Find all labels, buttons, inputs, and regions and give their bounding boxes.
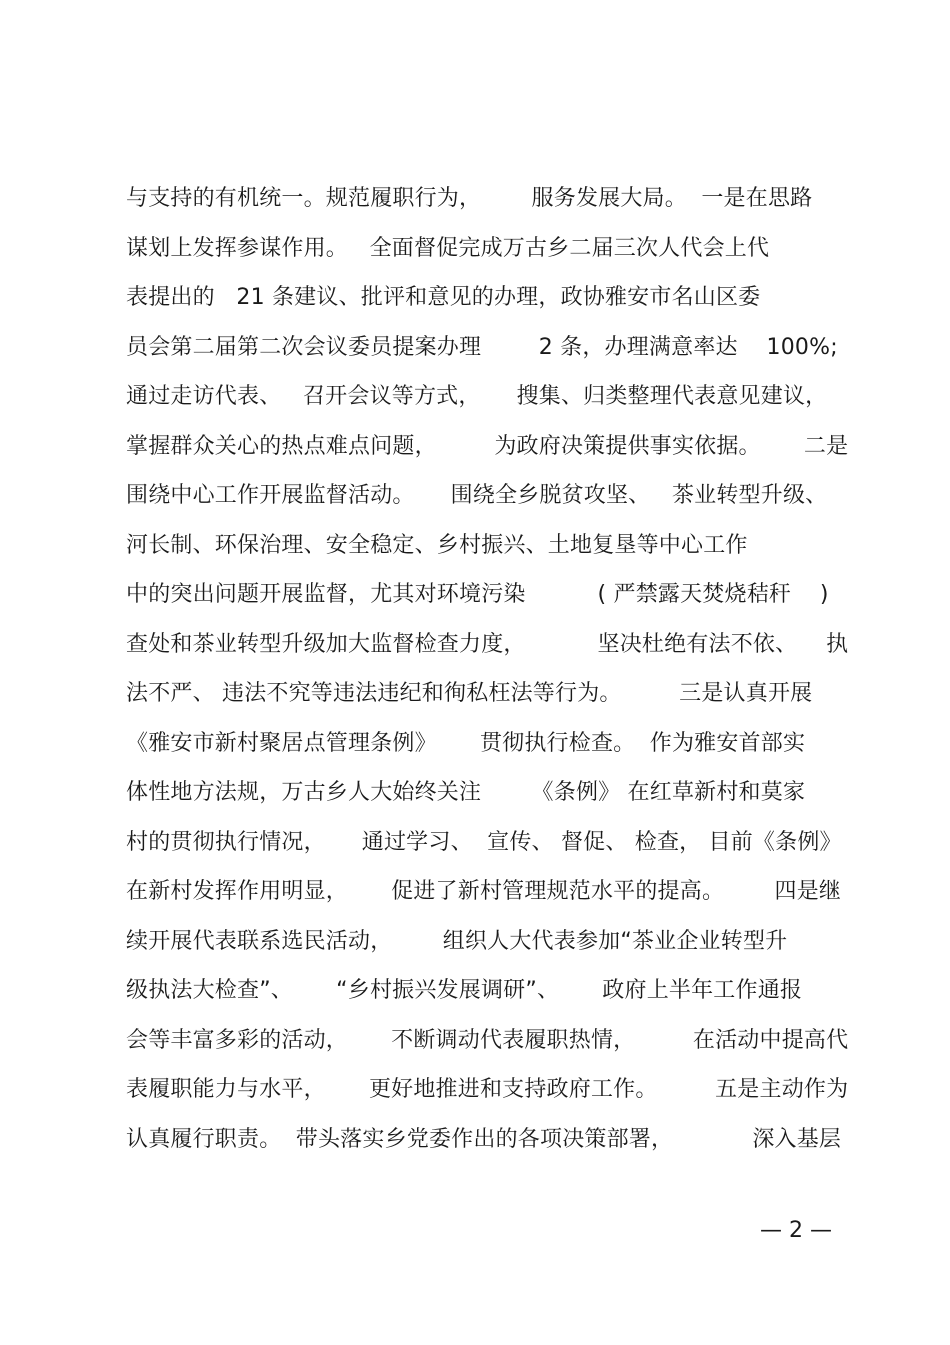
text-line: 在新村发挥作用明显， 促进了新村管理规范水平的提高。 四是继 bbox=[126, 879, 842, 904]
text-line: 表履职能力与水平， 更好地推进和支持政府工作。 五是主动作为 bbox=[126, 1077, 849, 1102]
text-line: 掌握群众关心的热点难点问题， 为政府决策提供事实依据。 二是 bbox=[126, 433, 849, 459]
text-line: 中的突出问题开展监督，尤其对环境污染 ( 严禁露天焚烧秸秆 ) bbox=[126, 582, 829, 607]
text-line: 会等丰富多彩的活动， 不断调动代表履职热情， 在活动中提高代 bbox=[126, 1027, 849, 1053]
text-line: 认真履行职责。 带头落实乡党委作出的各项决策部署， 深入基层 bbox=[126, 1126, 842, 1152]
text-line: 通过走访代表、 召开会议等方式， 搜集、归类整理代表意见建议， bbox=[126, 384, 828, 409]
text-line: 村的贯彻执行情况， 通过学习、 宣传、 督促、 检查， 目前《条例》 bbox=[126, 829, 842, 855]
text-line: 河长制、环保治理、安全稳定、乡村振兴、土地复垦等中心工作 bbox=[126, 532, 748, 558]
body-paragraph bbox=[126, 174, 849, 1164]
text-line: 围绕中心工作开展监督活动。 围绕全乡脱贫攻坚、 茶业转型升级、 bbox=[126, 483, 828, 508]
text-line: 表提出的 21 条建议、批评和意见的办理，政协雅安市名山区委 bbox=[126, 285, 761, 310]
text-line: 体性地方法规，万古乡人大始终关注 《条例》 在红草新村和莫家 bbox=[126, 780, 806, 805]
text-line: 法不严、 违法不究等违法违纪和徇私枉法等行为。 三是认真开展 bbox=[126, 681, 813, 706]
text-line: 续开展代表联系选民活动， 组织人大代表参加“茶业企业转型升 bbox=[126, 928, 788, 954]
text-line: 与支持的有机统一。规范履职行为， 服务发展大局。 一是在思路 bbox=[126, 186, 813, 211]
text-line: 查处和茶业转型升级加大监督检查力度， 坚决杜绝有法不依、 执 bbox=[126, 631, 849, 657]
text-line: 《雅安市新村聚居点管理条例》 贯彻执行检查。 作为雅安首部实 bbox=[126, 730, 806, 756]
text-line: 员会第二届第二次会议委员提案办理 2 条，办理满意率达 100%; bbox=[126, 334, 838, 360]
page-number: — 2 — bbox=[760, 1218, 832, 1243]
text-line: 级执法大检查”、 “乡村振兴发展调研”、 政府上半年工作通报 bbox=[126, 978, 803, 1003]
text-line: 谋划上发挥参谋作用。 全面督促完成万古乡二届三次人代会上代 bbox=[126, 235, 770, 261]
